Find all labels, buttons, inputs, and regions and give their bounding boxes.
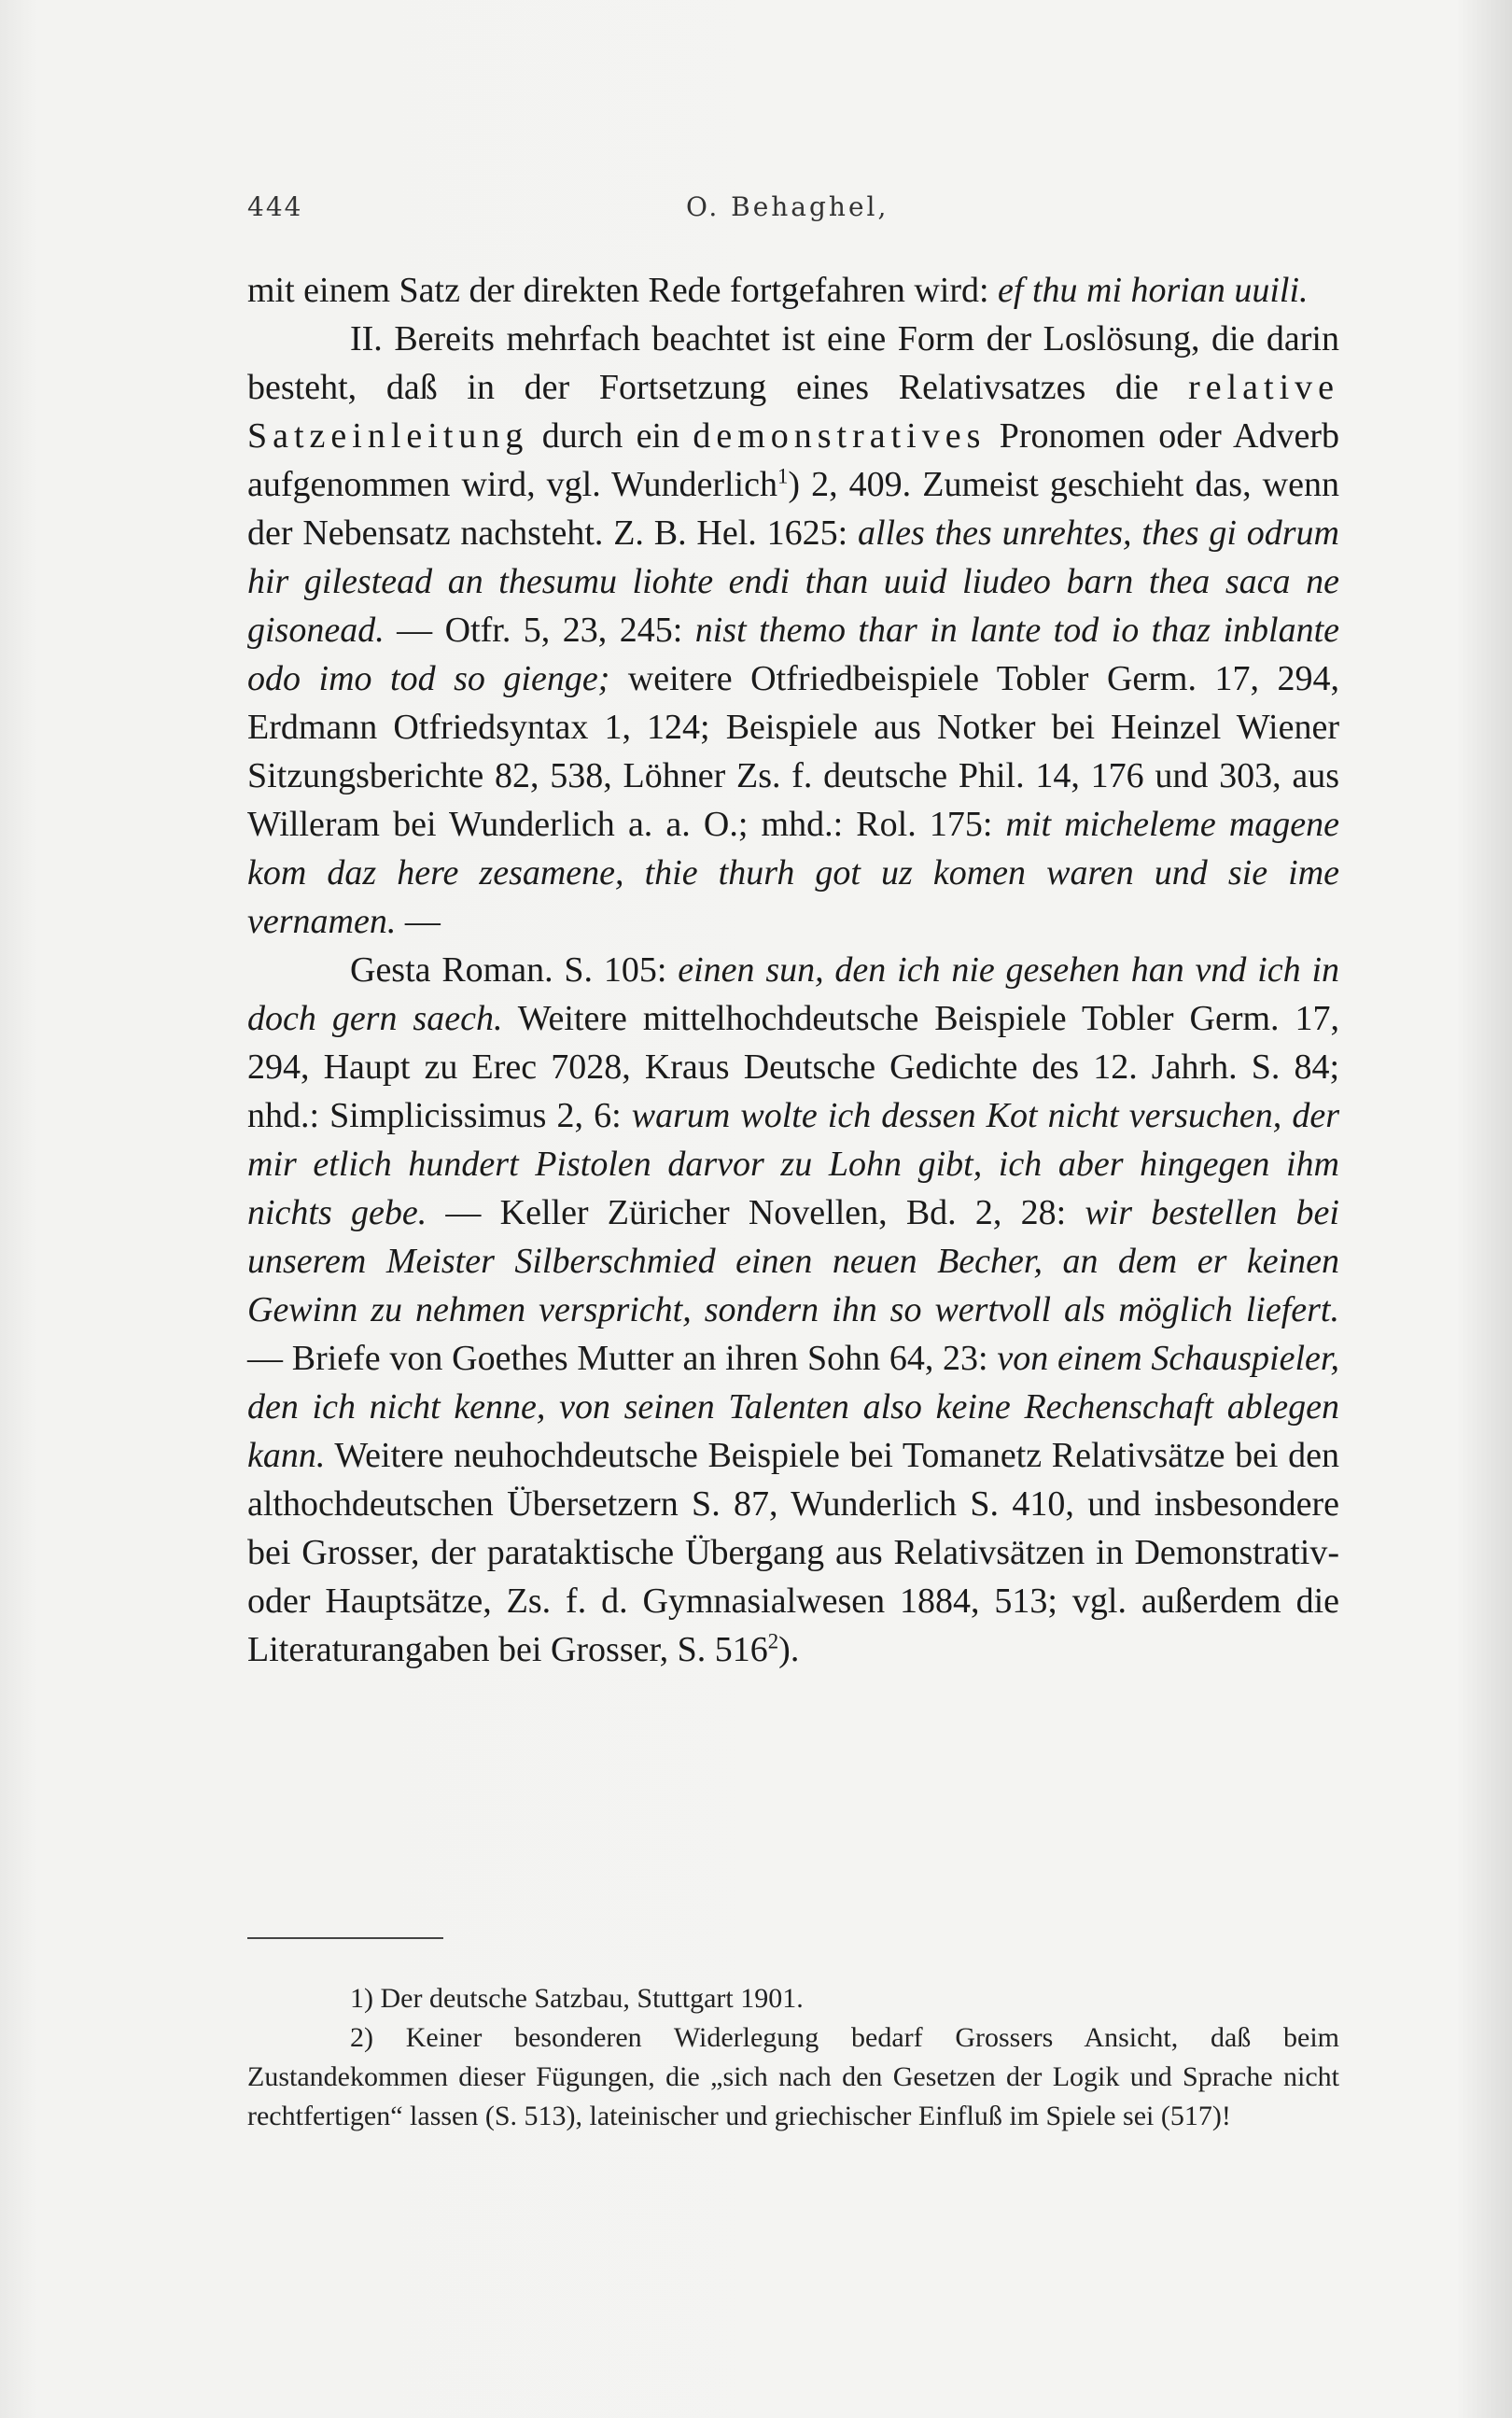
running-head: O. Behaghel,	[686, 191, 889, 222]
footnote-divider	[247, 1937, 443, 1939]
footnotes	[247, 1979, 1339, 2136]
paragraph-1: mit einem Satz der direkten Rede fortgefahren wird: ef thu mi horian uuili.	[247, 271, 1309, 310]
footnote-ref-1: 1	[777, 464, 789, 488]
page-number: 444	[247, 191, 303, 222]
footnote-1: 1) Der deutsche Satzbau, Stuttgart 1901.	[350, 1983, 804, 2014]
footnote-2: 2) Keiner besonderen Widerlegung bedarf Grossers Ansicht, daß beim Zustandekommen dieser Fügungen, die „sich nach den Gesetzen der Logik und Sprache nicht rechtfertigen“ lassen (S. 513), lateinischer und griechischer Einfluß im Spiele sei (517)!	[247, 2022, 1339, 2131]
main-text	[247, 266, 1339, 1674]
paragraph-2: II. Bereits mehrfach beachtet ist eine Form der Loslösung, die darin besteht, daß in der Fortsetzung eines Relativsatzes die relative Satzeinleitung durch ein demonstratives Pronomen oder Adverb aufgenommen wird, vgl. Wunderlich$^1$) 2, 409. Zumeist geschieht das, wenn der Nebensatz nachsteht. Z. B. Hel. 1625: alles thes unrehtes, thes gi odrum hir gilestead an thesumu liohte endi than uuid liudeo barn thea saca ne gisonead. — Otfr. 5, 23, 245: nist themo thar in lante tod io thaz inblante odo imo tod so gienge; weitere Otfriedbeispiele Tobler Germ. 17, 294, Erdmann Otfriedsyntax 1, 124; Beispiele aus Notker bei Heinzel Wiener Sitzungsberichte 82, 538, Löhner Zs. f. deutsche Phil. 14, 176 und 303, aus Willeram bei Wunderlich a. a. O.; mhd.: Rol. 175: mit micheleme magene kom daz here zesamene, thie thurh got uz komen waren und sie ime vernamen. —	[247, 319, 1340, 941]
paragraph-3: Gesta Roman. S. 105: einen sun, den ich nie gesehen han vnd ich in doch gern saech. Weitere mittelhochdeutsche Beispiele Tobler Germ. 17, 294, Haupt zu Erec 7028, Kraus Deutsche Gedichte des 12. Jahrh. S. 84; nhd.: Simplicissimus 2, 6: warum wolte ich dessen Kot nicht versuchen, der mir etlich hundert Pistolen darvor zu Lohn gibt, ich aber hingegen ihm nichts gebe. — Keller Züricher Novellen, Bd. 2, 28: wir bestellen bei unserem Meister Silberschmied einen neuen Becher, an dem er keinen Gewinn zu nehmen verspricht, sondern ihn so wertvoll als möglich liefert. — Briefe von Goethes Mutter an ihren Sohn 64, 23: von einem Schauspieler, den ich nicht kenne, von seinen Talenten also keine Rechenschaft ablegen kann. Weitere neuhochdeutsche Beispiele bei Tomanetz Relativsätze bei den althochdeutschen Übersetzern S. 87, Wunderlich S. 410, und insbesondere bei Grosser, der parataktische Übergang aus Relativsätzen in Demonstrativ- oder Hauptsätze, Zs. f. d. Gymnasialwesen 1884, 513; vgl. außerdem die Literaturangaben bei Grosser, S. $516^2$).	[247, 950, 1340, 1669]
footnote-ref-2: 2	[767, 1629, 779, 1653]
